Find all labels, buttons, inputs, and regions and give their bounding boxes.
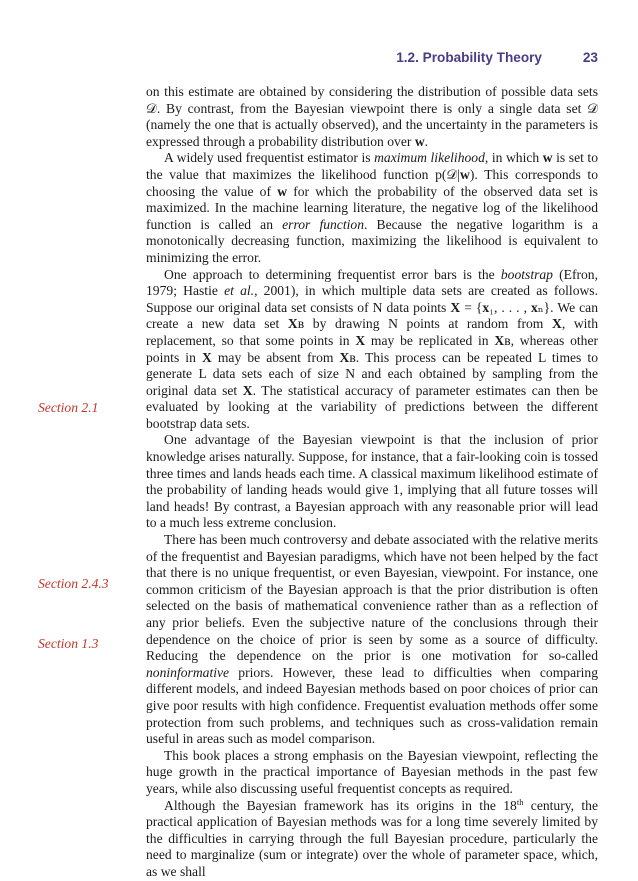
text-run: .: [424, 133, 429, 149]
body-text: [146, 84, 598, 881]
bold-symbol: x: [530, 299, 538, 315]
bold-symbol: X: [242, 382, 253, 398]
bold-symbol: X: [494, 332, 505, 348]
text-run: ʙ by drawing N points at random from: [297, 316, 552, 332]
text-run: This book places a strong emphasis on the Bayesian viewpoint, reflecting the huge growth in the practical importance of Bayesian methods in the past few years, while also discussing useful frequentist concepts as required.: [146, 747, 598, 796]
emphasis-text: maximum likelihood: [374, 150, 485, 166]
text-run: , in which: [484, 150, 543, 166]
paragraph: [146, 532, 598, 748]
text-run: on this estimate are obtained by considering the distribution of possible data sets 𝒟. By contrast, from the Bayesian viewpoint there is only a single data set 𝒟 (namely the one that is actually observed), and the uncertainty in the parameters is expressed through a probability distribution over: [146, 84, 598, 149]
bold-symbol: X: [552, 316, 562, 332]
bold-symbol: w: [542, 150, 553, 166]
paragraph: [146, 432, 598, 532]
text-run: . Because the negative logarithm is a monotonically decreasing function, maximizing the likelihood is equivalent to minimizing the error.: [146, 216, 598, 265]
paragraph: [146, 748, 598, 798]
bold-symbol: w: [414, 133, 425, 149]
text-run: (Efron, 1979; Hastie: [146, 266, 599, 299]
bold-symbol: w: [460, 166, 470, 182]
bold-symbol: X: [450, 299, 461, 315]
text-run: is set to the value that maximizes the likelihood function p(𝒟|: [146, 150, 599, 182]
text-run: priors. However, these lead to difficulties when comparing different models, and indeed Bayesian methods based on poor choices of prior can give poor results with high confidence. Frequentist evaluation methods offer some protection from such problems, and techniques such as cross-validation remain useful in areas such as model comparison.: [146, 664, 598, 747]
page-number: 23: [582, 50, 598, 65]
superscript: th: [516, 796, 524, 807]
text-run: century, the practical application of Bayesian methods was for a long time severely limited by the difficulties in carrying through the full Bayesian procedure, particularly the need to marginalize (sum or integrate) over the whole of parameter space, which, as we shall: [146, 797, 598, 879]
text-run: may be absent from: [211, 349, 340, 365]
text-run: for which the probability of the observed data set is maximized. In the machine learning literature, the negative log of the likelihood function is called an: [146, 183, 598, 232]
paragraph: [146, 267, 598, 433]
emphasis-text: bootstrap: [500, 266, 553, 282]
bold-symbol: X: [201, 349, 212, 365]
emphasis-text: error function: [282, 216, 364, 232]
paragraph: [146, 150, 598, 266]
text-run: ʙ, whereas other points in: [146, 332, 599, 365]
bold-symbol: w: [277, 183, 288, 199]
text-run: A widely used frequentist estimator is: [164, 150, 375, 166]
text-run: , with replacement, so that some points in: [146, 316, 599, 348]
margin-note-section-2-4-3[interactable]: Section 2.4.3: [38, 576, 109, 591]
emphasis-text: et al.: [224, 283, 255, 299]
paragraph: [146, 798, 598, 881]
margin-note-section-2-1[interactable]: Section 2.1: [38, 400, 99, 415]
bold-symbol: X: [339, 349, 350, 365]
text-run: = {: [460, 299, 483, 315]
text-run: Although the Bayesian framework has its origins in the 18: [164, 797, 517, 813]
text-run: ʙ. This process can be repeated L times to generate L data sets each of size N and each obtained by sampling from the original data set: [146, 349, 598, 398]
text-run: ₙ}. We can create a new data set: [146, 299, 598, 332]
paragraph: [146, 84, 598, 150]
bold-symbol: X: [355, 332, 366, 348]
margin-note-section-1-3[interactable]: Section 1.3: [38, 636, 99, 651]
text-run: ₁, . . . ,: [489, 299, 531, 315]
bold-symbol: X: [287, 316, 298, 332]
bold-symbol: x: [482, 299, 490, 315]
text-run: . The statistical accuracy of parameter estimates can then be evaluated by looking at the variability of predictions between the different bootstrap data sets.: [146, 382, 598, 431]
text-run: ). This corresponds to choosing the value of: [146, 166, 598, 199]
text-run: One advantage of the Bayesian viewpoint is that the inclusion of prior knowledge arises naturally. Suppose, for instance, that a fair-looking coin is tossed three times and lands heads each time. A classical maximum likelihood estimate of the probability of landing heads would give 1, implying that all future tosses will land heads! By contrast, a Bayesian approach with any reasonable prior will lead to a much less extreme conclusion.: [146, 432, 598, 531]
text-run: There has been much controversy and debate associated with the relative merits of the frequentist and Bayesian paradigms, which have not been helped by the fact that there is no unique frequentist, or even Bayesian, viewpoint. For instance, one common criticism of the Bayesian approach is that the prior distribution is often selected on the basis of mathematical convenience rather than as a reflection of any prior beliefs. Even the subjective nature of the conclusions through their dependence on the choice of prior is seen by some as a source of difficulty. Reducing the dependence on the prior is one motivation for so-called: [146, 532, 598, 664]
text-run: may be replicated in: [365, 332, 495, 348]
running-head-title: 1.2. Probability Theory: [396, 50, 542, 65]
text-run: One approach to determining frequentist error bars is the: [164, 266, 501, 282]
text-run: , 2001), in which multiple data sets are created as follows. Suppose our original data set consists of N data points: [146, 283, 598, 315]
emphasis-text: noninformative: [146, 664, 230, 680]
running-head: [146, 50, 598, 68]
